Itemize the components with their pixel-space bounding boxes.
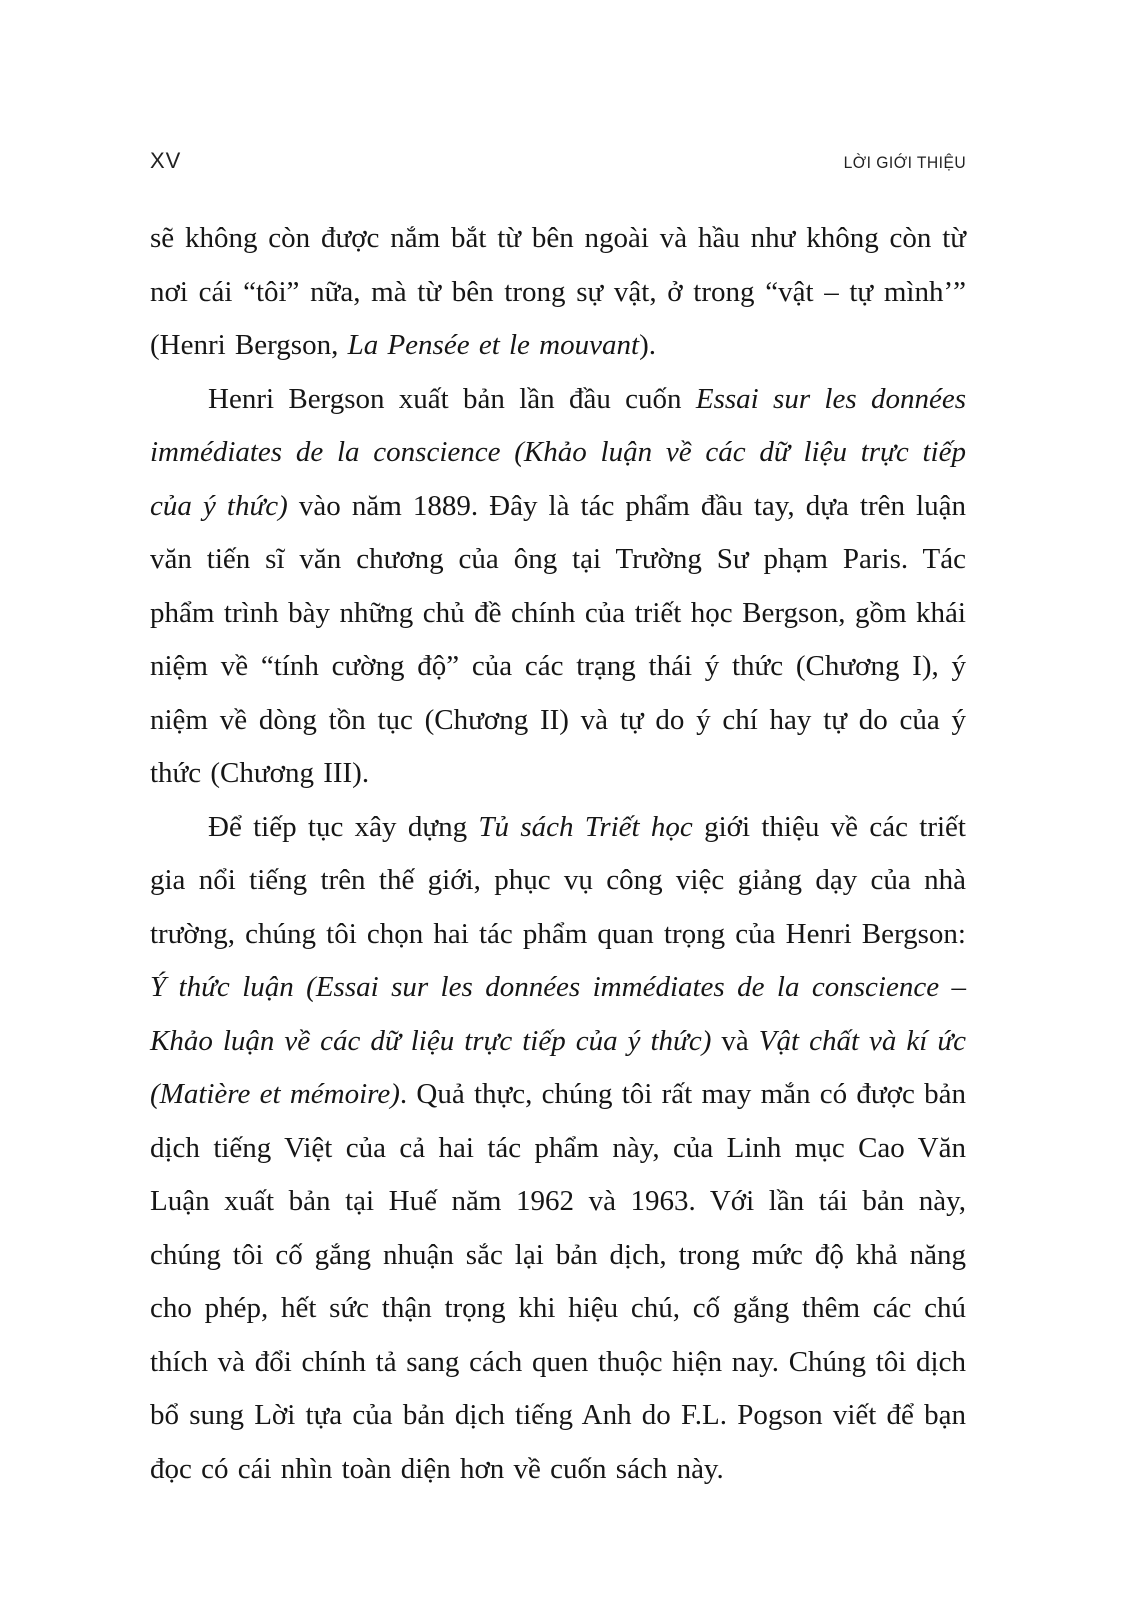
text-run: sẽ không còn được nắm bắt từ bên ngoài và hầu như không còn từ nơi cái “tôi” nữa, mà từ bên trong sự vật, ở trong “vật – tự mình’” (Henri Bergson, — [150, 222, 966, 361]
text-run: giới thiệu về các triết gia nổi tiếng trên thế giới, phục vụ công việc giảng dạy của nhà trường, chúng tôi chọn hai tác phẩm quan trọng của Henri Bergson: — [150, 810, 966, 950]
paragraph — [150, 801, 966, 1497]
body-text — [150, 212, 966, 1496]
text-run: Để tiếp tục xây dựng — [208, 810, 479, 843]
text-run: vào năm 1889. Đây là tác phẩm đầu tay, dựa trên luận văn tiến sĩ văn chương của ông tại Trường Sư phạm Paris. Tác phẩm trình bày những chủ đề chính của triết học Bergson, gồm khái niệm về “tính cường độ” của các trạng thái ý thức (Chương I), ý niệm về dòng tồn tục (Chương II) và tự do ý chí hay tự do của ý thức (Chương III). — [150, 489, 966, 789]
running-head — [150, 148, 966, 174]
text-run: ). — [639, 329, 656, 361]
italic-text-run: Vật chất và kí ức (Matière et mémoire) — [150, 1024, 967, 1110]
text-run: và — [711, 1024, 759, 1057]
paragraph — [150, 212, 966, 373]
text-run: Henri Bergson xuất bản lần đầu cuốn — [208, 382, 696, 415]
italic-text-run: La Pensée et le mouvant — [347, 329, 640, 361]
running-header-title: LỜI GIỚI THIỆU — [843, 153, 966, 172]
italic-text-run: Essai sur les données immédiates de la conscience (Khảo luận về các dữ liệu trực tiếp của ý thức) — [150, 382, 966, 522]
paragraph — [150, 373, 966, 801]
page-number: XV — [150, 148, 182, 173]
italic-text-run: Tủ sách Triết học — [478, 810, 693, 843]
text-run: . Quả thực, chúng tôi rất may mắn có được bản dịch tiếng Việt của cả hai tác phẩm này, của Linh mục Cao Văn Luận xuất bản tại Huế năm 1962 và 1963. Với lần tái bản này, chúng tôi cố gắng nhuận sắc lại bản dịch, trong mức độ khả năng cho phép, hết sức thận trọng khi hiệu chú, cố gắng thêm các chú thích và đổi chính tả sang cách quen thuộc hiện nay. Chúng tôi dịch bổ sung Lời tựa của bản dịch tiếng Anh do F.L. Pogson viết để bạn đọc có cái nhìn toàn diện hơn về cuốn sách này. — [150, 1078, 966, 1485]
italic-text-run: Ý thức luận (Essai sur les données immédiates de la conscience – Khảo luận về các dữ liệu trực tiếp của ý thức) — [150, 971, 966, 1057]
